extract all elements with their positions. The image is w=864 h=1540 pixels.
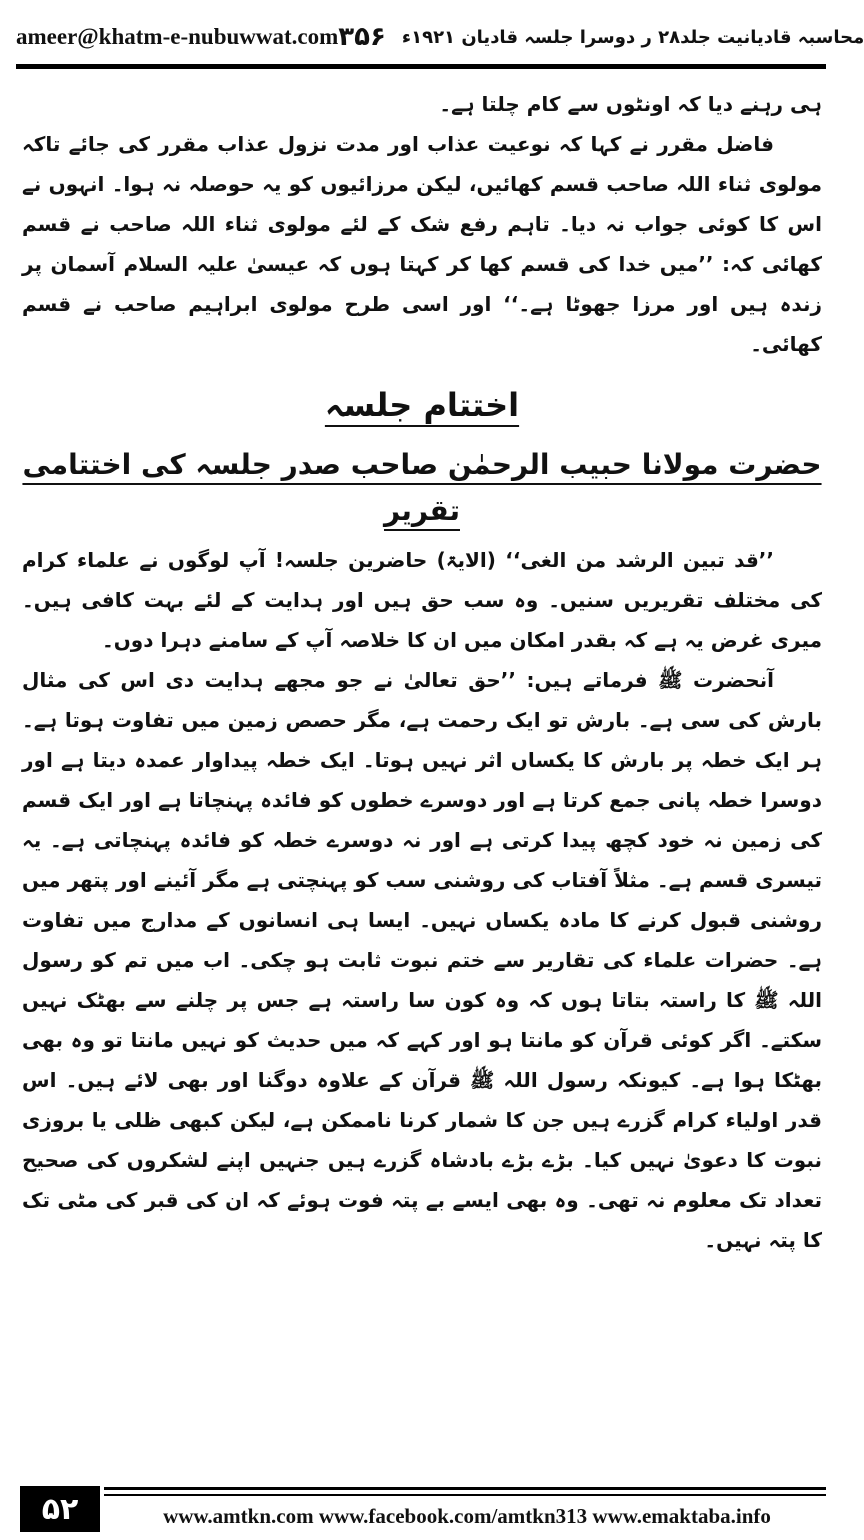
header-divider xyxy=(16,64,826,69)
footer-links: www.amtkn.com www.facebook.com/amtkn313 www.emaktaba.info xyxy=(163,1504,771,1528)
footer-page-number: ۵۲ xyxy=(20,1486,100,1532)
page-header xyxy=(16,14,864,60)
paragraph-2: فاضل مقرر نے کہا کہ نوعیت عذاب اور مدت نزول عذاب مقرر کی جائے تاکہ مولوی ثناء اللہ صاحب قسم کھائیں، لیکن مرزائیوں کو یہ حوصلہ نہ ہوا۔ انہوں نے اس کا کوئی جواب نہ دیا۔ تاہم رفع شک کے لئے مولوی ثناء اللہ صاحب نے قسم کھائی کہ: ’’میں خدا کی قسم کھا کر کہتا ہوں کہ عیسیٰ علیہ السلام آسمان پر زندہ ہیں اور مرزا جھوٹا ہے۔‘‘ اور اسی طرح مولوی ابراہیم صاحب نے قسم کھائی۔ xyxy=(22,132,822,356)
footer-divider xyxy=(104,1487,826,1490)
header-page-number: ۳۵۶ xyxy=(338,22,386,52)
section-subheading-text: حضرت مولانا حبیب الرحمٰن صاحب صدر جلسہ کی اختتامی تقریر xyxy=(22,448,822,527)
section-subheading xyxy=(22,442,822,534)
document-body xyxy=(22,84,822,1260)
paragraph-3: ’’قد تبین الرشد من الغی‘‘ (الایۃ) حاضرین جلسہ! آپ لوگوں نے علماء کرام کی مختلف تقریریں سنیں۔ وہ سب حق ہیں اور ہدایت کے لئے بہت کافی ہیں۔ میری غرض یہ ہے کہ بقدر امکان میں ان کا خلاصہ آپ کے سامنے دہرا دوں۔ xyxy=(22,548,822,652)
header-right xyxy=(338,22,864,52)
footer-divider-thin xyxy=(104,1494,826,1496)
header-email: ameer@khatm-e-nubuwwat.com xyxy=(16,24,339,49)
header-title: محاسبہ قادیانیت جلد۲۸ ر دوسرا جلسہ قادیان ۱۹۲۱ء xyxy=(401,26,864,48)
paragraph-1: ہی رہنے دیا کہ اونٹوں سے کام چلتا ہے۔ xyxy=(439,92,822,116)
section-heading-text: اختتام جلسہ xyxy=(324,386,520,424)
paragraph-4: آنحضرت ﷺ فرماتے ہیں: ’’حق تعالیٰ نے جو مجھے ہدایت دی اس کی مثال بارش کی سی ہے۔ بارش تو ایک رحمت ہے، مگر حصص زمین میں تفاوت ہوتا ہے۔ ہر ایک خطہ پر بارش کا یکساں اثر نہیں ہوتا۔ ایک خطہ پیداوار عمدہ دیتا ہے اور دوسرا خطہ پانی جمع کرتا ہے اور دوسرے خطوں کو فائدہ پہنچاتا ہے اور ایک قسم کی زمین نہ خود کچھ پیدا کرتی ہے اور نہ دوسرے خطہ کو فائدہ پہنچاتی ہے۔ یہ تیسری قسم ہے۔ مثلاً آفتاب کی روشنی سب کو پہنچتی ہے مگر آئینے اور پتھر میں روشنی قبول کرنے کا مادہ یکساں نہیں۔ ایسا ہی انسانوں کے مدارج میں تفاوت ہے۔ حضرات علماء کی تقاریر سے ختم نبوت ثابت ہو چکی۔ اب میں تم کو رسول اللہ ﷺ کا راستہ بتاتا ہوں کہ وہ کون سا راستہ ہے جس پر چلنے سے بھٹک نہیں سکتے۔ اگر کوئی قرآن کو مانتا ہو اور کہے کہ میں حدیث کو نہیں مانتا تو وہ بھی بھٹکا ہوا ہے۔ کیونکہ رسول اللہ ﷺ قرآن کے علاوہ دوگنا اور بھی لائے ہیں۔ اس قدر اولیاء کرام گزرے ہیں جن کا شمار کرنا ناممکن ہے، لیکن کبھی ظلی یا بروزی نبوت کا دعویٰ نہیں کیا۔ بڑے بڑے بادشاہ گزرے ہیں جنہیں اپنے لشکروں کی صحیح تعداد تک معلوم نہ تھی۔ وہ بھی ایسے بے پتہ فوت ہوئے کہ ان کی قبر کی مٹی تک کا پتہ نہیں۔ xyxy=(22,668,822,1252)
section-heading xyxy=(22,380,822,430)
